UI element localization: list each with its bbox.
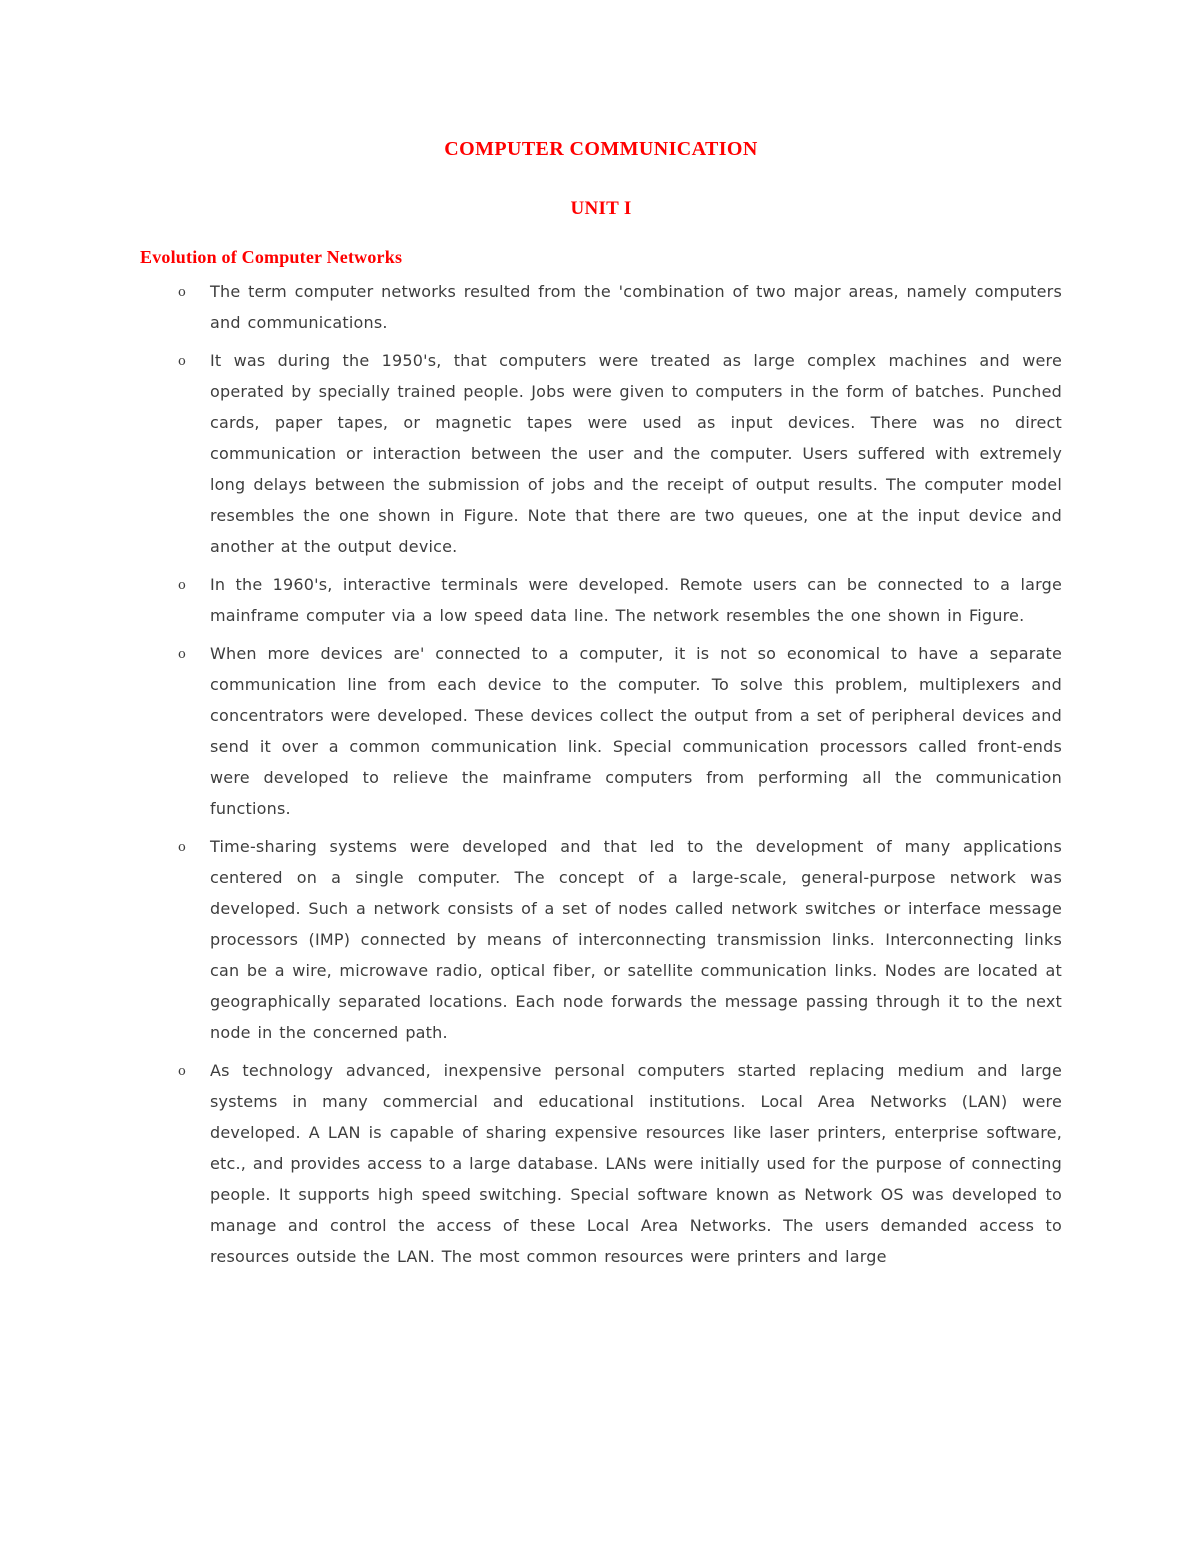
bullet-marker: o <box>178 578 186 593</box>
list-item <box>140 569 1062 631</box>
bullet-text: As technology advanced, inexpensive personal computers started replacing medium and large systems in many commercial and educational institutions. Local Area Networks (LAN) were developed. A LAN is capable of sharing expensive resources like laser printers, enterprise software, etc., and provides access to a large database. LANs were initially used for the purpose of connecting people. It supports high speed switching. Special software known as Network OS was developed to manage and control the access of these Local Area Networks. The users demanded access to resources outside the LAN. The most common resources were printers and large <box>210 1061 1062 1266</box>
list-item <box>140 276 1062 338</box>
bullet-marker: o <box>178 647 186 662</box>
section-heading: Evolution of Computer Networks <box>140 247 403 267</box>
bullet-marker: o <box>178 1064 186 1079</box>
bullet-text: When more devices are' connected to a computer, it is not so economical to have a separate communication line from each device to the computer. To solve this problem, multiplexers and concentrators were developed. These devices collect the output from a set of peripheral devices and send it over a common communication link. Special communication processors called front-ends were developed to relieve the mainframe computers from performing all the communication functions. <box>210 644 1062 818</box>
document-title: COMPUTER COMMUNICATION <box>444 138 758 160</box>
bullet-text: It was during the 1950's, that computers were treated as large complex machines and were operated by specially trained people. Jobs were given to computers in the form of batches. Punched cards, paper tapes, or magnetic tapes were used as input devices. There was no direct communication or interaction between the user and the computer. Users suffered with extremely long delays between the submission of jobs and the receipt of output results. The computer model resembles the one shown in Figure. Note that there are two queues, one at the input device and another at the output device. <box>210 351 1062 556</box>
list-item <box>140 1055 1062 1272</box>
list-item <box>140 831 1062 1048</box>
bullet-list <box>140 276 1062 1272</box>
list-item <box>140 345 1062 562</box>
bullet-marker: o <box>178 840 186 855</box>
unit-heading: UNIT I <box>570 198 632 219</box>
bullet-text: In the 1960's, interactive terminals were developed. Remote users can be connected to a large mainframe computer via a low speed data line. The network resembles the one shown in Figure. <box>210 575 1062 625</box>
bullet-marker: o <box>178 285 186 300</box>
list-item <box>140 638 1062 824</box>
bullet-marker: o <box>178 354 186 369</box>
bullet-text: Time-sharing systems were developed and that led to the development of many applications centered on a single computer. The concept of a large-scale, general-purpose network was developed. Such a network consists of a set of nodes called network switches or interface message processors (IMP) connected by means of interconnecting transmission links. Interconnecting links can be a wire, microwave radio, optical fiber, or satellite communication links. Nodes are located at geographically separated locations. Each node forwards the message passing through it to the next node in the concerned path. <box>210 837 1062 1042</box>
bullet-text: The term computer networks resulted from the 'combination of two major areas, namely computers and communications. <box>210 282 1062 332</box>
